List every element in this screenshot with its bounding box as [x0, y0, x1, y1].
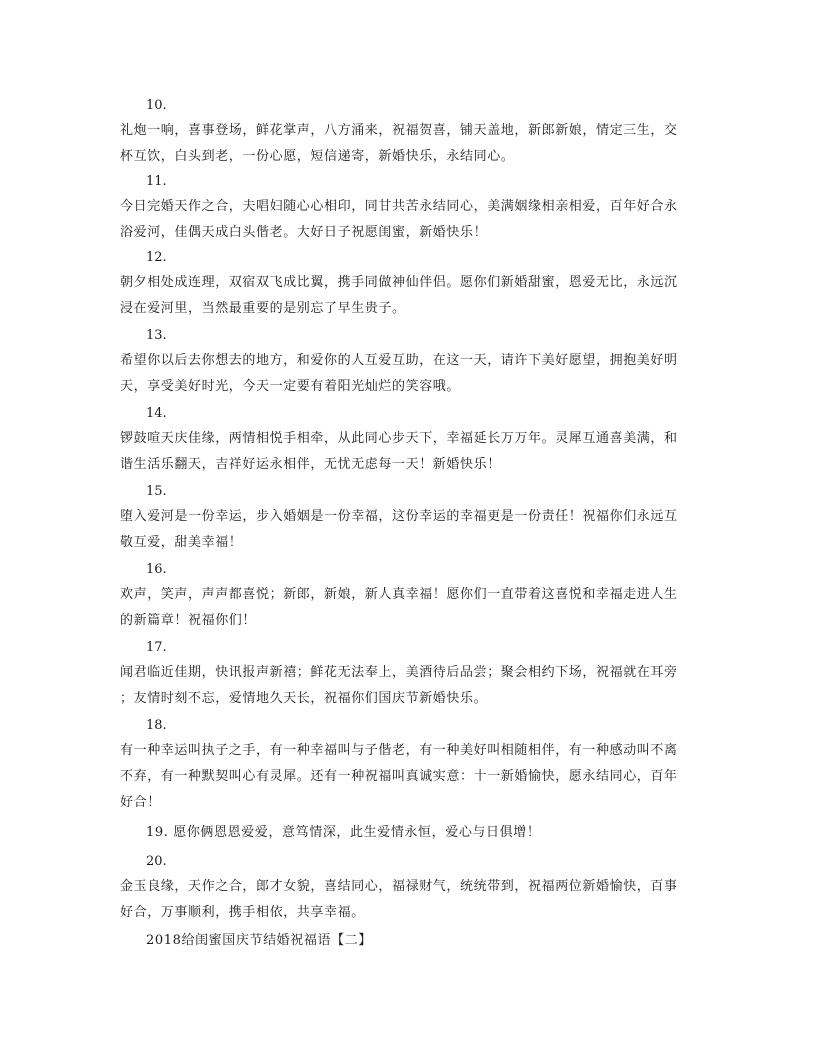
entry-text-line: 杯互饮，白头到老，一份心愿，短信递寄，新婚快乐，永结同心。 — [120, 149, 515, 164]
entry-10 — [120, 94, 700, 170]
entry-20 — [120, 850, 700, 926]
entry-text-line: 堕入爱河是一份幸运，步入婚姻是一份幸福，这份幸运的幸福更是一份责任！祝福你们永远互 — [120, 509, 678, 524]
entry-text-line: 的新篇章！祝福你们！ — [120, 613, 257, 628]
entry-14 — [120, 402, 700, 478]
entry-text-line: 礼炮一响，喜事登场，鲜花掌声，八方涌来，祝福贺喜，铺天盖地，新郎新娘，情定三生，交 — [120, 123, 678, 138]
entry-number: 20. — [146, 854, 167, 869]
entry-text-line: ；友情时刻不忘，爱情地久天长，祝福你们国庆节新婚快乐。 — [120, 691, 488, 706]
entry-number: 10. — [146, 98, 167, 113]
entry-inline-line — [120, 820, 700, 846]
entry-15 — [120, 480, 700, 556]
entry-text-line: 好合！ — [120, 795, 161, 810]
entry-text-line: 今日完婚天作之合，夫唱妇随心心相印，同甘共苦永结同心，美满姻缘相亲相爱，百年好合永 — [120, 199, 678, 214]
entry-13 — [120, 324, 700, 400]
entry-number: 14. — [146, 406, 167, 421]
section-heading-block — [120, 928, 700, 954]
entry-number: 17. — [146, 640, 167, 655]
entry-17 — [120, 636, 700, 712]
entry-text-line: 锣鼓喧天庆佳缘，两情相悦手相牵，从此同心步天下，幸福延长万万年。灵犀互通喜美满，和 — [120, 431, 678, 446]
entry-number: 18. — [146, 718, 167, 733]
entry-text-line: 希望你以后去你想去的地方，和爱你的人互爱互助，在这一天，请许下美好愿望，拥抱美好明 — [120, 353, 678, 368]
entry-text-line: 谐生活乐翻天，吉祥好运永相伴，无忧无虑每一天！新婚快乐！ — [120, 457, 501, 472]
entry-text-line: 浸在爱河里，当然最重要的是别忘了早生贵子。 — [120, 301, 406, 316]
entry-18 — [120, 714, 700, 816]
entry-text-line: 好合，万事顺利，携手相依，共享幸福。 — [120, 905, 365, 920]
entry-12 — [120, 246, 700, 322]
entry-text-line: 敬互爱，甜美幸福！ — [120, 535, 243, 550]
entry-text-line: 不弃，有一种默契叫心有灵犀。还有一种祝福叫真诚实意：十一新婚愉快，愿永结同心，百年 — [120, 769, 678, 784]
entry-19 — [120, 820, 700, 846]
entry-text-line: 欢声，笑声，声声都喜悦；新郎，新娘，新人真幸福！愿你们一直带着这喜悦和幸福走进人生 — [120, 587, 678, 602]
entry-text-line: 金玉良缘，天作之合，郎才女貌，喜结同心，福禄财气，统统带到，祝福两位新婚愉快，百事 — [120, 879, 678, 894]
entry-text-line: 天，享受美好时光，今天一定要有着阳光灿烂的笑容哦。 — [120, 379, 461, 394]
section-heading: 2018给闺蜜国庆节结婚祝福语【二】 — [146, 933, 372, 948]
entry-16 — [120, 558, 700, 634]
entry-11 — [120, 170, 700, 246]
entry-text-line: 有一种幸运叫执子之手，有一种幸福叫与子偕老，有一种美好叫相随相伴，有一种感动叫不离 — [120, 743, 678, 758]
entry-text: 愿你俩恩恩爱爱，意笃情深，此生爱情永恒，爱心与日俱增！ — [173, 825, 541, 840]
entry-text-line: 浴爱河，佳偶天成白头偕老。大好日子祝愿闺蜜，新婚快乐！ — [120, 225, 488, 240]
entry-number: 15. — [146, 484, 167, 499]
entry-text-line: 闻君临近佳期，快讯报声新禧；鲜花无法奉上，美酒待后品尝；聚会相约下场，祝福就在耳旁 — [120, 665, 678, 680]
entry-number: 13. — [146, 328, 167, 343]
entry-number: 11. — [146, 174, 167, 189]
entry-number: 12. — [146, 250, 167, 265]
entry-number: 16. — [146, 562, 167, 577]
entry-text-line: 朝夕相处成连理，双宿双飞成比翼，携手同做神仙伴侣。愿你们新婚甜蜜，恩爱无比，永远沉 — [120, 275, 678, 290]
entry-number: 19. — [146, 825, 169, 840]
